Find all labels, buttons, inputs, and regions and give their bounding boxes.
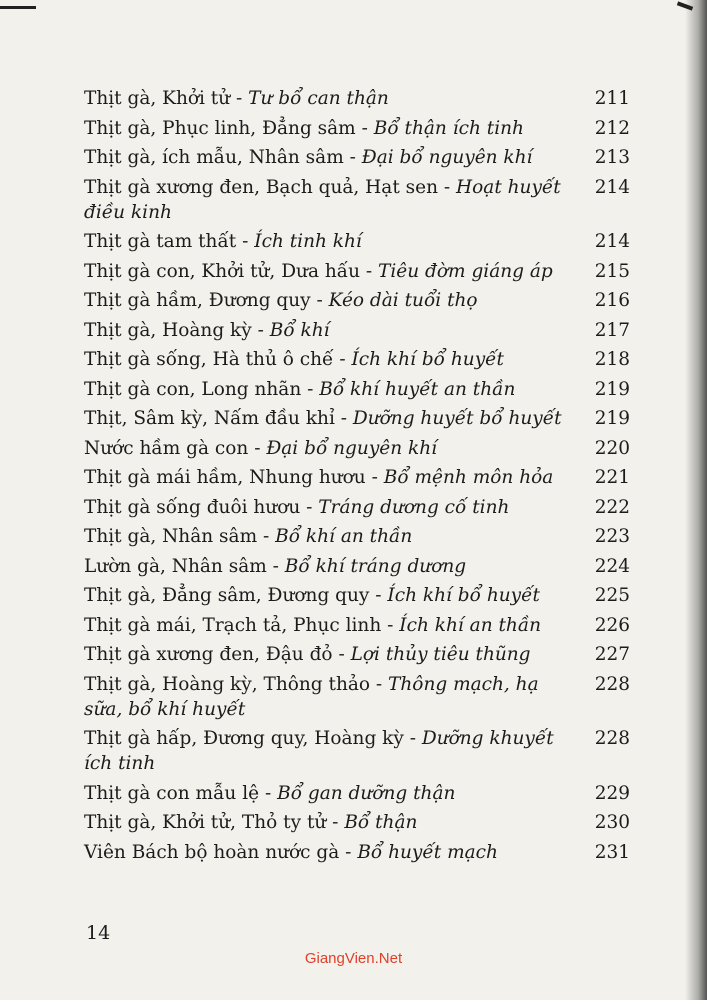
toc-entry-ingredients: Thịt gà, Khởi tử xyxy=(84,88,231,109)
toc-entry xyxy=(84,116,630,141)
toc-entry xyxy=(84,781,630,806)
toc-entry-page: 212 xyxy=(594,117,630,139)
toc-entry-ingredients: Thịt gà, Hoàng kỳ, Thông thảo xyxy=(84,673,371,695)
toc-entry-benefit: Đại bổ nguyên khí xyxy=(361,147,533,168)
toc-entry-separator: - xyxy=(334,408,353,429)
toc-entry-separator: - xyxy=(339,841,358,863)
toc-entry-page: 227 xyxy=(594,644,630,665)
toc-entry-text xyxy=(84,642,590,667)
toc-entry-ingredients: Thịt gà con, Khởi tử, Dưa hấu xyxy=(84,260,361,282)
toc-entry-text xyxy=(84,259,590,284)
toc-entry-benefit: Ích khí an thần xyxy=(399,614,542,636)
toc-entry-benefit: Bổ khí tráng dương xyxy=(284,555,467,577)
toc-entry-text xyxy=(84,810,590,835)
toc-entry-ingredients: Nước hầm gà con xyxy=(84,437,249,459)
toc-entry xyxy=(84,810,630,835)
toc-entry-text xyxy=(84,672,590,722)
toc-entry xyxy=(84,436,630,461)
toc-entry-benefit: Lợi thủy tiêu thũng xyxy=(350,644,531,665)
toc-entry-page: 211 xyxy=(594,88,630,109)
page-binding-shadow xyxy=(685,0,707,1000)
toc-entry xyxy=(84,406,630,431)
toc-entry-text xyxy=(84,465,590,490)
toc-entry-separator: - xyxy=(300,496,319,518)
toc-entry-benefit: Ích tinh khí xyxy=(254,231,362,252)
toc-entry-text xyxy=(84,86,590,111)
toc-entry-text xyxy=(84,377,590,402)
toc-entry-page: 214 xyxy=(594,176,630,198)
table-of-contents xyxy=(84,86,630,869)
toc-entry-page: 221 xyxy=(594,467,630,488)
toc-entry-benefit: Ích khí bổ huyết xyxy=(351,349,504,370)
toc-entry-separator: - xyxy=(403,728,422,749)
toc-entry-ingredients: Thịt gà, ích mẫu, Nhân sâm xyxy=(84,147,344,168)
toc-entry xyxy=(84,613,630,638)
toc-entry-benefit: Ích khí bổ huyết xyxy=(387,585,540,606)
toc-entry-page: 215 xyxy=(594,260,630,282)
toc-entry-separator: - xyxy=(310,290,329,311)
toc-entry-page: 218 xyxy=(594,349,630,370)
page-number: 14 xyxy=(86,922,111,944)
toc-entry-benefit: Tư bổ can thận xyxy=(248,88,389,109)
toc-entry-separator: - xyxy=(333,349,352,370)
toc-entry-text xyxy=(84,495,590,520)
toc-entry-benefit: Dưỡng huyết bổ huyết xyxy=(352,408,562,429)
toc-entry-page: 231 xyxy=(594,841,630,863)
toc-entry-separator: - xyxy=(326,812,345,833)
toc-entry-benefit: Đại bổ nguyên khí xyxy=(266,437,438,459)
toc-entry xyxy=(84,229,630,254)
toc-entry-text xyxy=(84,288,590,313)
toc-entry-page: 229 xyxy=(594,782,630,804)
toc-entry xyxy=(84,377,630,402)
toc-entry-separator: - xyxy=(248,437,267,459)
toc-entry-separator: - xyxy=(236,231,255,252)
toc-entry-ingredients: Thịt gà mái, Trạch tả, Phục linh xyxy=(84,614,382,636)
toc-entry-benefit: Bổ khí huyết an thần xyxy=(319,378,516,400)
toc-entry-ingredients: Thịt gà mái hầm, Nhung hươu xyxy=(84,467,366,488)
toc-entry xyxy=(84,583,630,608)
toc-entry-page: 216 xyxy=(594,290,630,311)
toc-entry-separator: - xyxy=(332,644,351,665)
toc-entry-ingredients: Thịt gà tam thất xyxy=(84,231,237,252)
toc-entry-separator: - xyxy=(355,117,374,139)
toc-entry-separator: - xyxy=(438,176,457,198)
toc-entry-separator: - xyxy=(360,260,379,282)
toc-entry-ingredients: Thịt gà, Đẳng sâm, Đương quy xyxy=(84,585,370,606)
toc-entry-benefit: Bổ khí an thần xyxy=(275,526,413,547)
toc-entry-text xyxy=(84,406,590,431)
toc-entry-benefit: Thông mạch, hạ sữa, bổ khí huyết xyxy=(84,673,539,720)
toc-entry-ingredients: Viên Bách bộ hoàn nước gà xyxy=(84,841,340,863)
toc-entry-separator: - xyxy=(370,673,389,695)
toc-entry-ingredients: Thịt gà xương đen, Bạch quả, Hạt sen xyxy=(84,176,438,198)
toc-entry-benefit: Bổ khí xyxy=(269,319,330,341)
toc-entry-page: 217 xyxy=(594,319,630,341)
toc-entry-page: 230 xyxy=(594,812,630,833)
toc-entry-text xyxy=(84,781,590,806)
toc-entry xyxy=(84,672,630,722)
toc-entry-text xyxy=(84,175,590,225)
toc-entry xyxy=(84,524,630,549)
toc-entry-separator: - xyxy=(230,88,249,109)
toc-entry-text xyxy=(84,436,590,461)
toc-entry xyxy=(84,495,630,520)
toc-entry-text xyxy=(84,145,590,170)
toc-entry-benefit: Bổ huyết mạch xyxy=(357,841,498,863)
toc-entry-ingredients: Lườn gà, Nhân sâm xyxy=(84,555,267,577)
toc-entry-text xyxy=(84,318,590,343)
toc-entry-benefit: Kéo dài tuổi thọ xyxy=(328,290,478,311)
toc-entry-page: 226 xyxy=(594,614,630,636)
toc-entry xyxy=(84,145,630,170)
watermark: GiangVien.Net xyxy=(304,950,403,967)
toc-entry-benefit: Bổ mệnh môn hỏa xyxy=(383,467,554,488)
toc-entry-page: 220 xyxy=(594,437,630,459)
toc-entry-separator: - xyxy=(259,782,278,804)
toc-entry-ingredients: Thịt gà, Phục linh, Đẳng sâm xyxy=(84,117,356,139)
toc-entry-separator: - xyxy=(257,526,276,547)
toc-entry-page: 225 xyxy=(594,585,630,606)
toc-entry-page: 222 xyxy=(594,496,630,518)
toc-entry-ingredients: Thịt gà sống đuôi hươu xyxy=(84,496,301,518)
toc-entry-separator: - xyxy=(251,319,270,341)
toc-entry xyxy=(84,86,630,111)
toc-entry-text xyxy=(84,583,590,608)
toc-entry-benefit: Bổ gan dưỡng thận xyxy=(277,782,456,804)
toc-entry-text xyxy=(84,116,590,141)
toc-entry-text xyxy=(84,229,590,254)
toc-entry-ingredients: Thịt gà, Nhân sâm xyxy=(84,526,258,547)
toc-entry xyxy=(84,554,630,579)
toc-entry-page: 228 xyxy=(594,673,630,695)
toc-entry-separator: - xyxy=(365,467,384,488)
toc-entry-text xyxy=(84,726,590,776)
toc-entry xyxy=(84,347,630,372)
toc-entry-page: 219 xyxy=(594,408,630,429)
toc-entry-ingredients: Thịt gà con mẫu lệ xyxy=(84,782,260,804)
toc-entry-text xyxy=(84,524,590,549)
toc-entry xyxy=(84,465,630,490)
toc-entry-separator: - xyxy=(381,614,400,636)
toc-entry-benefit: Dưỡng khuyết ích tinh xyxy=(84,728,554,774)
toc-entry xyxy=(84,840,630,865)
toc-entry-benefit: Tráng dương cố tinh xyxy=(318,496,510,518)
toc-entry-separator: - xyxy=(266,555,285,577)
toc-entry-benefit: Hoạt huyết điều kinh xyxy=(84,176,561,223)
toc-entry xyxy=(84,642,630,667)
toc-entry-ingredients: Thịt gà hấp, Đương quy, Hoàng kỳ xyxy=(84,728,404,749)
toc-entry xyxy=(84,726,630,776)
toc-entry-text xyxy=(84,347,590,372)
toc-entry xyxy=(84,259,630,284)
toc-entry-page: 214 xyxy=(594,231,630,252)
toc-entry-page: 223 xyxy=(594,526,630,547)
toc-entry-text xyxy=(84,554,590,579)
toc-entry-separator: - xyxy=(369,585,388,606)
toc-entry-text xyxy=(84,840,590,865)
toc-entry-benefit: Tiêu đờm giáng áp xyxy=(378,260,553,282)
toc-entry-benefit: Bổ thận xyxy=(344,812,418,833)
toc-entry-page: 219 xyxy=(594,378,630,400)
toc-entry-ingredients: Thịt gà xương đen, Đậu đỏ xyxy=(84,644,333,665)
toc-entry-text xyxy=(84,613,590,638)
toc-entry-ingredients: Thịt gà con, Long nhãn xyxy=(84,378,302,400)
toc-entry-page: 224 xyxy=(594,555,630,577)
toc-entry-page: 228 xyxy=(594,728,630,749)
toc-entry xyxy=(84,288,630,313)
toc-entry-ingredients: Thịt gà, Khởi tử, Thỏ ty tử xyxy=(84,812,327,833)
scan-edge-mark xyxy=(0,6,36,9)
toc-entry-separator: - xyxy=(343,147,362,168)
toc-entry xyxy=(84,175,630,225)
toc-entry-page: 213 xyxy=(594,147,630,168)
toc-entry-ingredients: Thịt, Sâm kỳ, Nấm đầu khỉ xyxy=(84,408,335,429)
toc-entry-ingredients: Thịt gà, Hoàng kỳ xyxy=(84,319,252,341)
toc-entry xyxy=(84,318,630,343)
toc-entry-ingredients: Thịt gà sống, Hà thủ ô chế xyxy=(84,349,334,370)
toc-entry-ingredients: Thịt gà hầm, Đương quy xyxy=(84,290,311,311)
toc-entry-separator: - xyxy=(301,378,320,400)
toc-entry-benefit: Bổ thận ích tinh xyxy=(373,117,524,139)
